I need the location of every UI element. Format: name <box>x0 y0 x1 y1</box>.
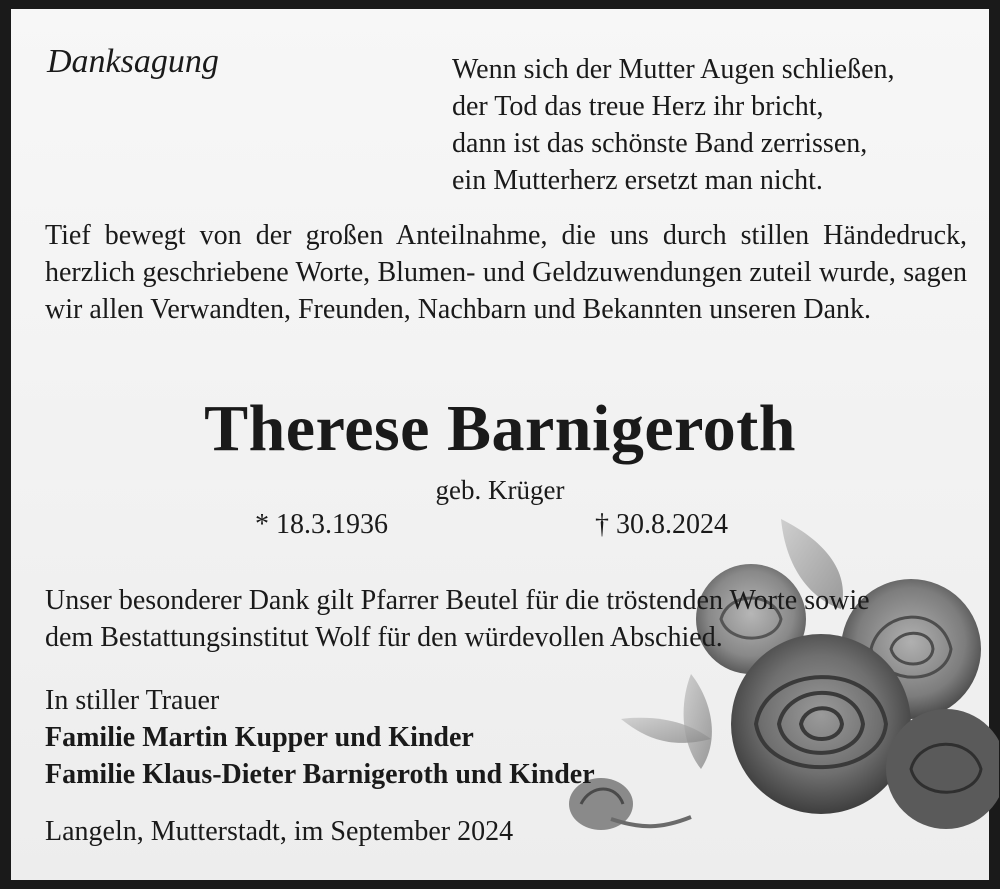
poem-line: Wenn sich der Mutter Augen schließen, <box>452 54 895 85</box>
poem <box>452 51 895 199</box>
mourners <box>45 682 595 793</box>
maiden-name: geb. Krüger <box>435 475 565 505</box>
heading-danksagung: Danksagung <box>47 43 219 80</box>
family-line: Familie Klaus-Dieter Barnigeroth und Kinder <box>45 759 595 790</box>
mourning-intro: In stiller Trauer <box>45 685 220 716</box>
place-date: Langeln, Mutterstadt, im September 2024 <box>45 816 514 847</box>
birth-date: * 18.3.1936 <box>255 509 388 540</box>
poem-line: der Tod das treue Herz ihr bricht, <box>452 91 824 122</box>
leaf <box>684 674 712 769</box>
special-thanks-line: Unser besonderer Dank gilt Pfarrer Beutel für die tröstenden Worte sowie <box>45 585 870 616</box>
deceased-name: Therese Barnigeroth <box>204 392 796 465</box>
roses-illustration <box>551 499 999 889</box>
death-date: † 30.8.2024 <box>595 509 728 540</box>
family-line: Familie Martin Kupper und Kinder <box>45 722 474 753</box>
poem-line: ein Mutterherz ersetzt man nicht. <box>452 165 823 196</box>
special-thanks-line: dem Bestattungsinstitut Wolf für den würdevollen Abschied. <box>45 622 723 653</box>
thanks-paragraph: Tief bewegt von der großen Anteilnahme, die uns durch stillen Händedruck, herzlich geschriebene Worte, Blumen- und Geldzuwendungen zuteil wurde, sagen wir allen Verwandten, Freunden, Nachbarn und Bekannten unseren Dank. <box>45 220 967 325</box>
poem-line: dann ist das schönste Band zerrissen, <box>452 128 868 159</box>
special-thanks <box>45 582 870 656</box>
